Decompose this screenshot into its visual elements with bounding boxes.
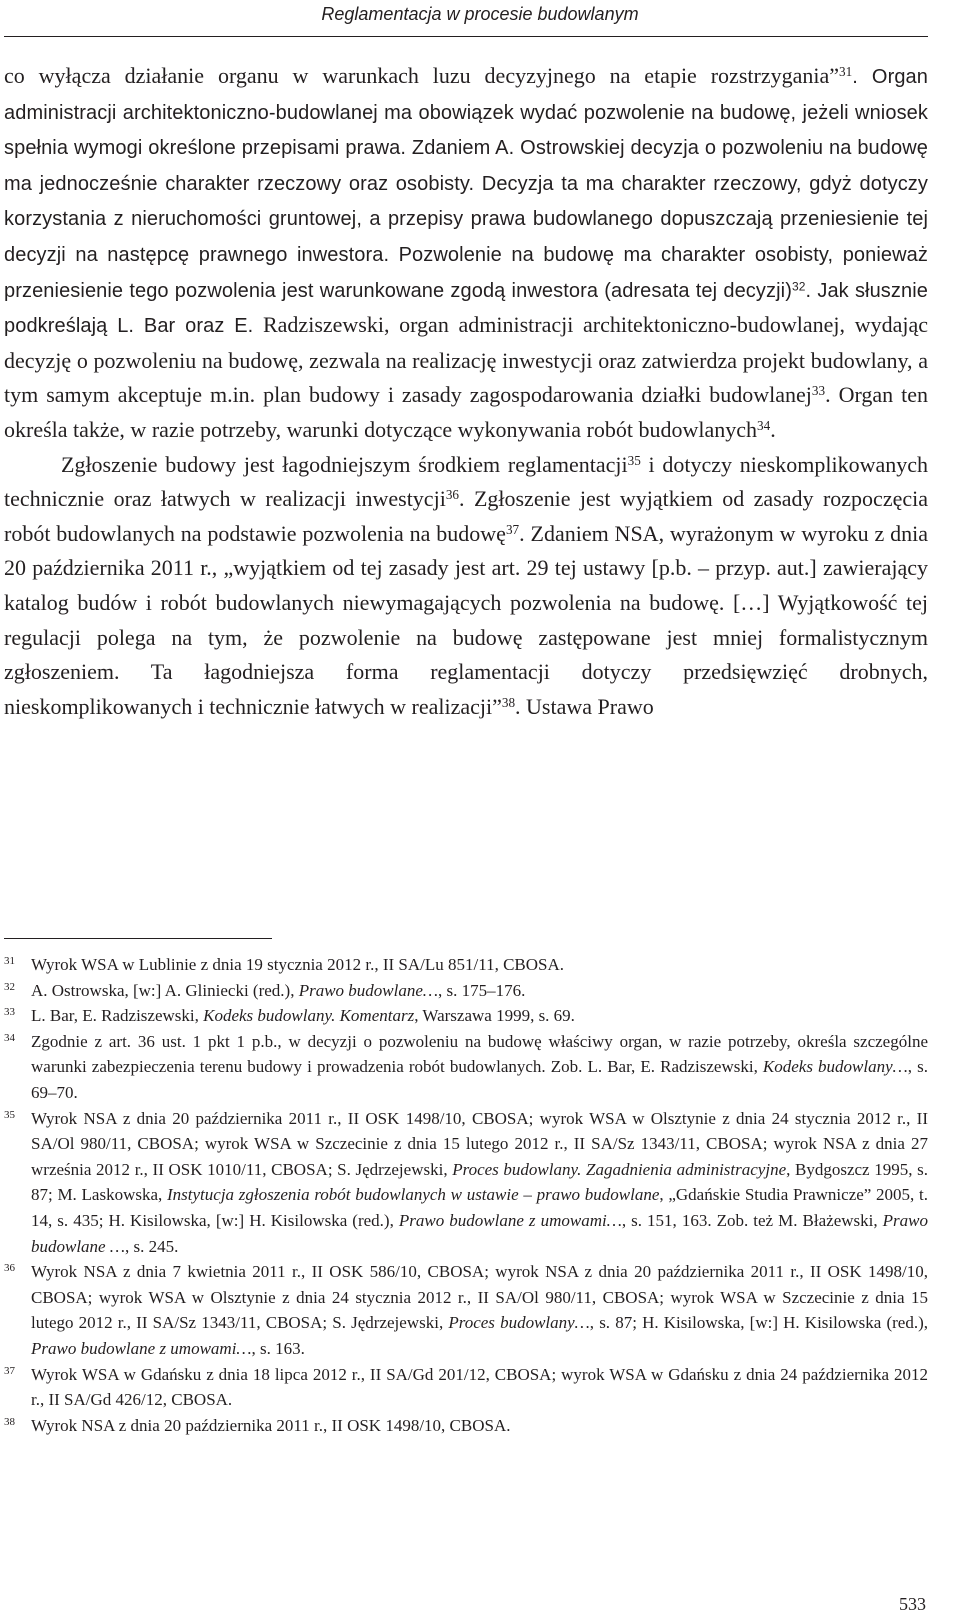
text-run: . Organ ten określa także, w razie potrzeby, warunki dotyczące wykonywania robót budowlanych — [4, 382, 929, 442]
footnote-number: 36 — [4, 1262, 15, 1275]
footnote-text: L. Bar, E. Radziszewski, — [31, 1006, 204, 1026]
text-run: . Zdaniem NSA, wyrażonym w wyroku z dnia 20 października 2011 r., „wyjątkiem od tej zasady jest art. 29 tej ustawy [p.b. – przyp. aut.] zawierający katalog budów i robót budowlanych niewymagających pozwolenia na budowę. […] Wyjątkowość tej regulacji polega na tym, że pozwolenie na budowę zastępowane jest mniej formalistycznym zgłoszeniem. Ta łagodniejsza forma reglamentacji dotyczy przedsięwzięć drobnych, nieskomplikowanych i technicznie łatwych w realizacji” — [4, 520, 928, 719]
footnote-31 — [4, 952, 928, 978]
footnote-text: , „Gdańskie Studia Prawnicze” 2005, t. 14, s. 435; H. Kisilowska, [w:] H. Kisilowska (red.), — [31, 1185, 929, 1230]
footnote-text: Zgodnie z art. 36 ust. 1 pkt 1 p.b., w decyzji o pozwoleniu na budowę właściwy organ, w razie potrzeby, określa szczególne warunki zabezpieczenia terenu budowy i prowadzenia robót budowlanych. Zob. L. Bar, E. Radziszewski, — [31, 1031, 928, 1077]
footnote-text: , s. 245. — [124, 1236, 179, 1256]
footnote-ref-33[interactable]: 33 — [811, 383, 826, 399]
footnote-37 — [4, 1362, 928, 1413]
footnote-number: 38 — [4, 1415, 15, 1428]
footnotes — [4, 952, 928, 1438]
footnote-36 — [4, 1259, 928, 1361]
page-number: 533 — [899, 1594, 926, 1614]
footnote-number: 35 — [4, 1108, 15, 1121]
footnote-title: Proces budowlany… — [448, 1313, 590, 1333]
footnote-title: Instytucja zgłoszenia robót budowlanych w ustawie – prawo budowlane — [167, 1185, 660, 1205]
footnote-ref-31[interactable]: 31 — [839, 63, 853, 79]
footnote-text: Wyrok NSA z dnia 20 października 2011 r., II OSK 1498/10, CBOSA. — [31, 1415, 511, 1435]
text-run: i dotyczy nieskomplikowanych technicznie oraz łatwych w realizacji inwestycji — [4, 451, 928, 512]
footnote-text: Wyrok WSA w Gdańsku z dnia 18 lipca 2012 r., II SA/Gd 201/12, CBOSA; wyrok WSA w Gdańsku z dnia 24 października 2012 r., II SA/Gd 426/12, CBOSA. — [31, 1364, 928, 1410]
text-run: . — [770, 416, 776, 442]
running-header: Reglamentacja w procesie budowlanym — [321, 4, 639, 24]
footnote-34 — [4, 1029, 928, 1106]
footnote-ref-34[interactable]: 34 — [757, 417, 771, 433]
footnote-text: , s. 163. — [251, 1338, 305, 1358]
footnote-title: Prawo budowlane z umowami… — [31, 1338, 252, 1358]
footnote-ref-38[interactable]: 38 — [501, 694, 516, 710]
text-run: . Organ administracji architektoniczno-budowlanej ma obowiązek wydać pozwolenie na budowę, jeżeli wniosek spełnia wymogi określone przepisami prawa. Zdaniem A. Ostrowskiej decyzja o pozwoleniu na budowę ma jednocześnie charakter rzeczowy oraz osobisty. Decyzja ta ma charakter rzeczowy, gdyż dotyczy korzystania z nieruchomości gruntowej, a przepisy prawa budowlanego dopuszczają przeniesienie tej decyzji na następcę prawnego inwestora. Pozwolenie na budowę ma charakter osobisty, ponieważ przeniesienie tego pozwolenia jest warunkowane zgodą inwestora (adresata tej decyzji) — [4, 66, 928, 302]
footnote-ref-35[interactable]: 35 — [627, 452, 641, 468]
footnote-text: , Warszawa 1999, s. 69. — [414, 1006, 575, 1026]
footnote-number: 37 — [4, 1364, 15, 1377]
text-run — [4, 63, 928, 338]
footnote-35 — [4, 1106, 928, 1260]
footnote-text: Wyrok NSA z dnia 20 października 2011 r., II OSK 1498/10, CBOSA; wyrok WSA w Olsztynie z dnia 24 stycznia 2012 r., II SA/Ol 980/11, CBOSA; wyrok WSA w Szczecinie z dnia 15 lutego 2012 r., II SA/Sz 1343/11, CBOSA; wyrok NSA z dnia 27 września 2012 r., II OSK 1010/11, CBOSA; S. Jędrzejewski, — [31, 1108, 928, 1179]
text-run: . Zgłoszenie jest wyjątkiem od zasady rozpoczęcia robót budowlanych na podstawie pozwolenia na budowę — [4, 486, 928, 546]
text-run: . Ustawa Prawo — [515, 693, 654, 719]
footnote-rule — [4, 938, 272, 939]
text-run: . Jak słusznie podkreślają L. Bar oraz E. — [4, 279, 928, 338]
footnote-title: Prawo budowlane … — [31, 1210, 929, 1256]
footnote-title: Kodeks budowlany. Komentarz — [203, 1006, 415, 1026]
footnote-title: Prawo budowlane… — [298, 980, 439, 1000]
footnote-text: , s. 69–70. — [31, 1057, 928, 1102]
footnote-number: 32 — [4, 980, 15, 993]
footnote-ref-37[interactable]: 37 — [505, 521, 520, 537]
paragraph-1 — [4, 59, 928, 448]
footnote-text: Wyrok WSA w Lublinie z dnia 19 stycznia 2012 r., II SA/Lu 851/11, CBOSA. — [31, 955, 565, 974]
footnote-number: 31 — [4, 955, 15, 967]
footnote-text: Wyrok NSA z dnia 7 kwietnia 2011 r., II OSK 586/10, CBOSA; wyrok NSA z dnia 20 października 2011 r., II OSK 1498/10, CBOSA; wyrok WSA w Olsztynie z dnia 24 stycznia 2012 r., II SA/Ol 980/11, CBOSA; wyrok WSA w Szczecinie z dnia 15 lutego 2012 r., II SA/Sz 1343/11, CBOSA; S. Jędrzejewski, — [31, 1262, 928, 1333]
footnote-title: Kodeks budowlany… — [762, 1057, 908, 1077]
footnote-ref-32[interactable]: 32 — [791, 278, 806, 293]
main-text — [4, 59, 928, 724]
footnote-title: Prawo budowlane z umowami… — [398, 1210, 622, 1230]
text-run: Zgłoszenie budowy jest łagodniejszym środkiem reglamentacji — [61, 451, 628, 477]
footnote-33 — [4, 1003, 928, 1029]
text-run: co wyłącza działanie organu w warunkach luzu decyzyjnego na etapie rozstrzygania” — [4, 63, 839, 88]
footnote-text: A. Ostrowska, [w:] A. Gliniecki (red.), — [31, 980, 299, 1000]
footnote-text: , s. 151, 163. Zob. też M. Błażewski, — [621, 1210, 883, 1230]
footnote-ref-36[interactable]: 36 — [445, 486, 459, 502]
footnote-title: Proces budowlany. Zagadnienia administracyjne — [452, 1159, 787, 1179]
footnote-38 — [4, 1413, 928, 1439]
footnote-text: , Bydgoszcz 1995, s. 87; M. Laskowska, — [31, 1159, 928, 1205]
footnote-32 — [4, 978, 928, 1004]
header-rule — [4, 36, 928, 37]
paragraph-2 — [4, 448, 928, 725]
text-run: Radziszewski, organ administracji architektoniczno-budowlanej, wydając decyzję o pozwoleniu na budowę, zezwala na realizację inwestycji oraz zatwierdza projekt budowlany, a tym samym akceptuje m.in. plan budowy i zasady zagospodarowania działki budowlanej — [4, 312, 928, 408]
footnote-text: , s. 175–176. — [438, 980, 526, 1000]
footnote-number: 33 — [4, 1006, 15, 1019]
footnote-text: , s. 87; H. Kisilowska, [w:] H. Kisilowska (red.), — [589, 1313, 928, 1333]
footnote-number: 34 — [4, 1031, 15, 1044]
